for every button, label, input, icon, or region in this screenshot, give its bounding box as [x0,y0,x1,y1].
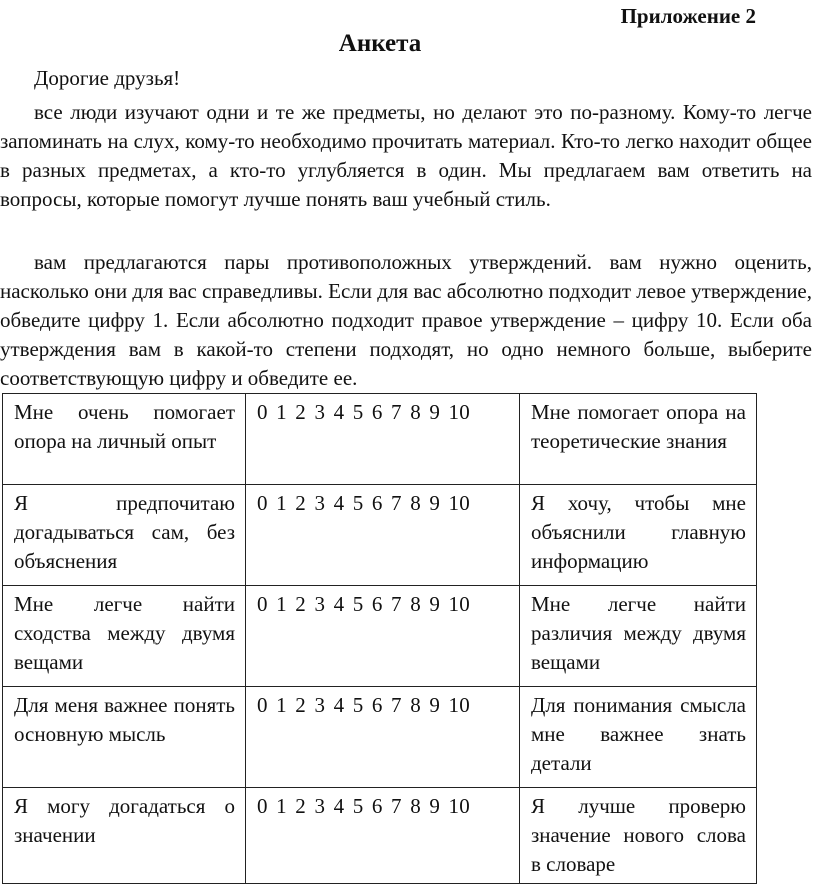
left-statement: Мне очень помогает опора на личный опыт [3,394,246,485]
left-statement: Для меня важнее понять основную мысль [3,687,246,788]
rating-scale[interactable]: 0 1 2 3 4 5 6 7 8 9 10 [246,687,520,788]
rating-scale[interactable]: 0 1 2 3 4 5 6 7 8 9 10 [246,788,520,884]
rating-scale[interactable]: 0 1 2 3 4 5 6 7 8 9 10 [246,485,520,586]
intro-paragraph-1: все люди изучают одни и те же предметы, но делают это по-разному. Кому-то легче запоминать на слух, кому-то необходимо прочитать материал. Кто-то легко находит общее в разных предметах, а кто-то углубляется в один. Мы предлагаем вам ответить на вопросы, которые помогут лучше понять ваш учебный стиль. [0,100,812,211]
table-row [3,586,757,687]
table-row [3,485,757,586]
right-statement: Мне помогает опора на теоретические знания [520,394,757,485]
right-statement: Для понимания смысла мне важнее знать детали [520,687,757,788]
left-statement: Я могу догадаться о значении [3,788,246,884]
right-statement: Я хочу, чтобы мне объяснили главную информацию [520,485,757,586]
instructions-paragraph: вам предлагаются пары противоположных утверждений. вам нужно оценить, насколько они для вас справедливы. Если для вас абсолютно подходит левое утверждение, обведите цифру 1. Если абсолютно подходит правое утверждение – цифру 10. Если оба утверждения вам в какой-то степени подходят, но одно немного больше, выберите соответствующую цифру и обведите ее. [0,250,812,390]
left-statement: Я предпочитаю догадываться сам, без объяснения [3,485,246,586]
left-statement: Мне легче найти сходства между двумя вещами [3,586,246,687]
appendix-label: Приложение 2 [620,4,756,28]
survey-table [2,393,757,884]
page-title: Анкета [338,30,422,57]
right-statement: Я лучше проверю значение нового слова в словаре [520,788,757,884]
table-row [3,687,757,788]
table-row [3,788,757,884]
rating-scale[interactable]: 0 1 2 3 4 5 6 7 8 9 10 [246,394,520,485]
right-statement: Мне легче найти различия между двумя вещами [520,586,757,687]
greeting: Дорогие друзья! [34,66,181,90]
rating-scale[interactable]: 0 1 2 3 4 5 6 7 8 9 10 [246,586,520,687]
table-row [3,394,757,485]
